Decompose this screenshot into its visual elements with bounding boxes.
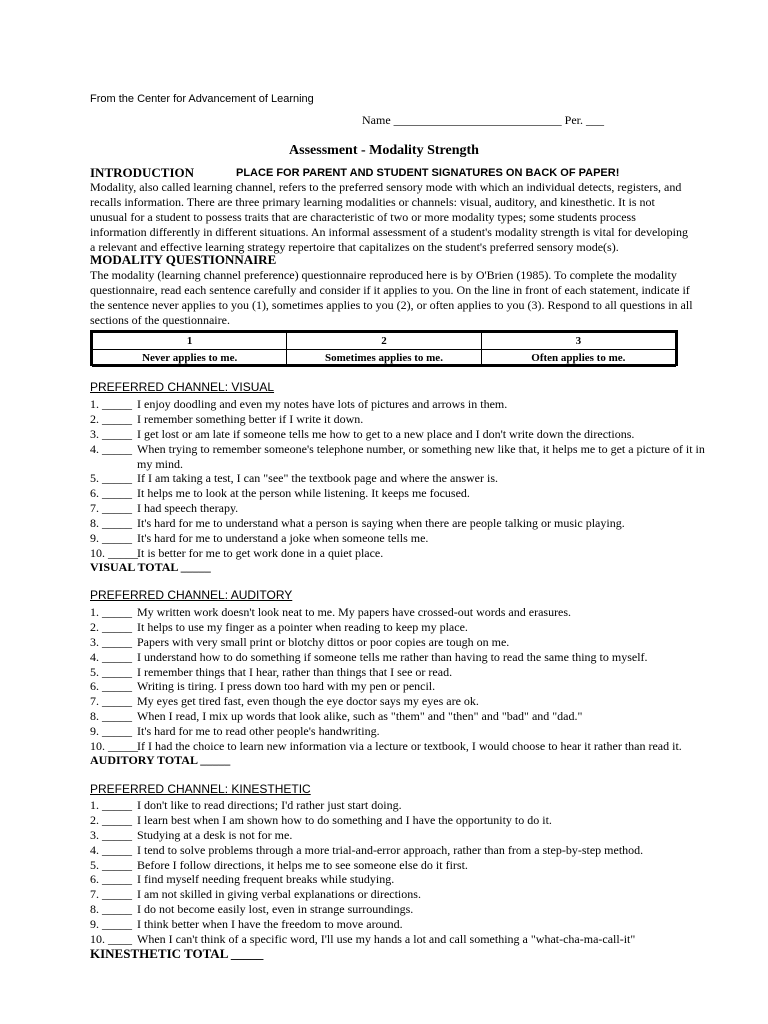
page-title: Assessment - Modality Strength	[289, 143, 479, 158]
item-statement: It helps me to look at the person while listening. It keeps me focused.	[137, 486, 470, 501]
answer-blank[interactable]: 4. _____	[90, 842, 132, 857]
list-item	[90, 813, 730, 828]
answer-blank[interactable]: 3. _____	[90, 634, 132, 649]
item-statement: I remember something better if I write it down.	[137, 411, 364, 426]
list-item	[90, 798, 730, 813]
item-statement: When I read, I mix up words that look alike, such as "them" and "then" and "bad" and "dad."	[137, 709, 583, 724]
scale-label: Sometimes applies to me.	[287, 350, 481, 367]
paragraph-line: Modality, also called learning channel, refers to the preferred sensory mode with which an individual detects, registers, and	[90, 180, 682, 194]
item-statement: When trying to remember someone's telephone number, or something new like that, it helps me to get a picture of it in my mind.	[137, 441, 705, 471]
answer-blank[interactable]: 9. _____	[90, 724, 132, 739]
source-line: From the Center for Advancement of Learning	[90, 93, 314, 105]
list-item	[90, 665, 730, 680]
paragraph-line: information differently in different situations. An informal assessment of a student's modality strength is vital for developing	[90, 224, 688, 239]
scale-label-row	[93, 350, 676, 367]
item-statement: I think better when I have the freedom to move around.	[137, 917, 403, 932]
answer-blank[interactable]: 1. _____	[90, 605, 132, 619]
list-item	[90, 887, 730, 902]
list-item	[90, 917, 730, 932]
paragraph-line: the sentence never applies to you (1), sometimes applies to you (2), or often applies to you (3). Respond to all questions in all	[90, 297, 693, 312]
answer-blank[interactable]: 9. _____	[90, 531, 132, 546]
list-item	[90, 635, 730, 650]
item-statement: I find myself needing frequent breaks while studying.	[137, 872, 395, 887]
item-statement: If I am taking a test, I can "see" the textbook page and where the answer is.	[137, 471, 498, 486]
list-item	[90, 843, 730, 858]
answer-blank[interactable]: 8. _____	[90, 516, 132, 531]
auditory-total[interactable]: AUDITORY TOTAL _____	[90, 753, 231, 767]
visual-total[interactable]: VISUAL TOTAL _____	[90, 560, 211, 574]
item-statement: My eyes get tired fast, even though the eye doctor says my eyes are ok.	[137, 694, 479, 709]
list-item	[90, 694, 730, 709]
list-item	[90, 412, 730, 427]
introduction-paragraph	[90, 180, 720, 254]
paragraph-line: sections of the questionnaire.	[90, 312, 230, 327]
questionnaire-paragraph	[90, 268, 720, 328]
item-statement: I learn best when I am shown how to do something and I have the opportunity to do it.	[137, 812, 552, 827]
answer-blank[interactable]: 5. _____	[90, 857, 132, 872]
item-statement: I don't like to read directions; I'd rather just start doing.	[137, 798, 402, 812]
answer-blank[interactable]: 7. _____	[90, 694, 132, 709]
list-item	[90, 828, 730, 843]
answer-blank[interactable]: 4. _____	[90, 649, 132, 664]
answer-blank[interactable]: 4. _____	[90, 441, 132, 456]
paragraph-line: a relevant and effective learning strategy repertoire that capitalizes on the student's preferred sensory mode(s).	[90, 239, 619, 254]
list-item	[90, 501, 730, 516]
answer-blank[interactable]: 5. _____	[90, 471, 132, 486]
answer-blank[interactable]: 10. ____	[90, 932, 132, 947]
paragraph-line: The modality (learning channel preference) questionnaire reproduced here is by O'Brien (1985). To complete the modality	[90, 268, 677, 282]
list-item	[90, 709, 730, 724]
item-statement: I remember things that I hear, rather than things that I see or read.	[137, 664, 453, 679]
item-statement: I am not skilled in giving verbal explanations or directions.	[137, 887, 421, 902]
item-statement: It helps to use my finger as a pointer when reading to keep my place.	[137, 619, 468, 634]
list-item	[90, 872, 730, 887]
answer-blank[interactable]: 8. _____	[90, 709, 132, 724]
list-item	[90, 902, 730, 917]
item-statement: Writing is tiring. I press down too hard with my pen or pencil.	[137, 679, 436, 694]
rating-scale-table	[90, 330, 678, 366]
item-statement: I tend to solve problems through a more trial-and-error approach, rather than from a step-by-step method.	[137, 842, 644, 857]
answer-blank[interactable]: 8. _____	[90, 902, 132, 917]
visual-item-list	[90, 397, 730, 561]
list-item	[90, 739, 730, 754]
scale-number: 3	[481, 333, 675, 350]
answer-blank[interactable]: 9. _____	[90, 917, 132, 932]
answer-blank[interactable]: 10. _____	[90, 545, 138, 560]
scale-number: 2	[287, 333, 481, 350]
item-statement: Before I follow directions, it helps me to see someone else do it first.	[137, 857, 468, 872]
answer-blank[interactable]: 1. _____	[90, 798, 132, 812]
answer-blank[interactable]: 3. _____	[90, 426, 132, 441]
visual-section-heading: PREFERRED CHANNEL: VISUAL	[90, 380, 275, 394]
item-statement: Studying at a desk is not for me.	[137, 827, 293, 842]
scale-number: 1	[93, 333, 287, 350]
item-statement: I had speech therapy.	[137, 501, 239, 516]
list-item	[90, 442, 730, 472]
item-statement: I do not become easily lost, even in strange surroundings.	[137, 902, 414, 917]
name-period-line: Name ____________________________ Per. ___	[362, 113, 604, 127]
answer-blank[interactable]: 2. _____	[90, 812, 132, 827]
item-statement: Papers with very small print or blotchy dittos or poor copies are tough on me.	[137, 634, 510, 649]
item-statement: My written work doesn't look neat to me. My papers have crossed-out words and erasures.	[137, 605, 572, 619]
answer-blank[interactable]: 1. _____	[90, 397, 132, 411]
paragraph-line: unusual for a student to possess traits that are characteristic of two or more modality types; some students process	[90, 209, 636, 224]
answer-blank[interactable]: 5. _____	[90, 664, 132, 679]
list-item	[90, 605, 730, 620]
item-statement: It is better for me to get work done in a quiet place.	[137, 545, 384, 560]
questionnaire-heading: MODALITY QUESTIONNAIRE	[90, 252, 277, 267]
list-item	[90, 546, 730, 561]
auditory-section-heading: PREFERRED CHANNEL: AUDITORY	[90, 588, 293, 602]
item-statement: It's hard for me to understand a joke when someone tells me.	[137, 531, 429, 546]
list-item	[90, 486, 730, 501]
list-item	[90, 650, 730, 665]
answer-blank[interactable]: 6. _____	[90, 486, 132, 501]
list-item	[90, 932, 730, 947]
answer-blank[interactable]: 2. _____	[90, 619, 132, 634]
item-statement: I enjoy doodling and even my notes have lots of pictures and arrows in them.	[137, 397, 508, 411]
list-item	[90, 471, 730, 486]
item-statement: If I had the choice to learn new information via a lecture or textbook, I would choose to hear it rather than read it.	[137, 739, 682, 754]
list-item	[90, 858, 730, 873]
answer-blank[interactable]: 2. _____	[90, 411, 132, 426]
kinesthetic-total[interactable]: KINESTHETIC TOTAL _____	[90, 946, 264, 961]
introduction-heading: INTRODUCTION	[90, 165, 195, 180]
auditory-item-list	[90, 605, 730, 754]
answer-blank[interactable]: 7. _____	[90, 501, 132, 516]
paragraph-line: questionnaire, read each sentence carefully and consider if it applies to you. On the line in front of each statement, indicate if	[90, 282, 690, 297]
answer-blank[interactable]: 6. _____	[90, 872, 132, 887]
item-statement: When I can't think of a specific word, I'll use my hands a lot and call something a "what-cha-ma-call-it"	[137, 932, 636, 947]
item-statement: I get lost or am late if someone tells me how to get to a new place and I don't write down the directions.	[137, 426, 635, 441]
paragraph-line: recalls information. There are three primary learning modalities or channels: visual, auditory, and kinesthetic. It is not	[90, 194, 655, 209]
answer-blank[interactable]: 3. _____	[90, 827, 132, 842]
signature-notice: PLACE FOR PARENT AND STUDENT SIGNATURES ON BACK OF PAPER!	[236, 167, 620, 179]
list-item	[90, 620, 730, 635]
list-item	[90, 679, 730, 694]
item-statement: It's hard for me to read other people's handwriting.	[137, 724, 380, 739]
answer-blank[interactable]: 10. _____	[90, 739, 138, 754]
list-item	[90, 397, 730, 412]
list-item	[90, 516, 730, 531]
list-item	[90, 724, 730, 739]
answer-blank[interactable]: 7. _____	[90, 887, 132, 902]
list-item	[90, 531, 730, 546]
scale-label: Never applies to me.	[93, 350, 287, 367]
answer-blank[interactable]: 6. _____	[90, 679, 132, 694]
item-statement: It's hard for me to understand what a person is saying when there are people talking or music playing.	[137, 516, 625, 531]
list-item	[90, 427, 730, 442]
scale-label: Often applies to me.	[481, 350, 675, 367]
item-statement: I understand how to do something if someone tells me rather than having to read the same thing to myself.	[137, 649, 648, 664]
scale-number-row	[93, 333, 676, 350]
kinesthetic-section-heading: PREFERRED CHANNEL: KINESTHETIC	[90, 782, 311, 796]
kinesthetic-item-list	[90, 798, 730, 947]
